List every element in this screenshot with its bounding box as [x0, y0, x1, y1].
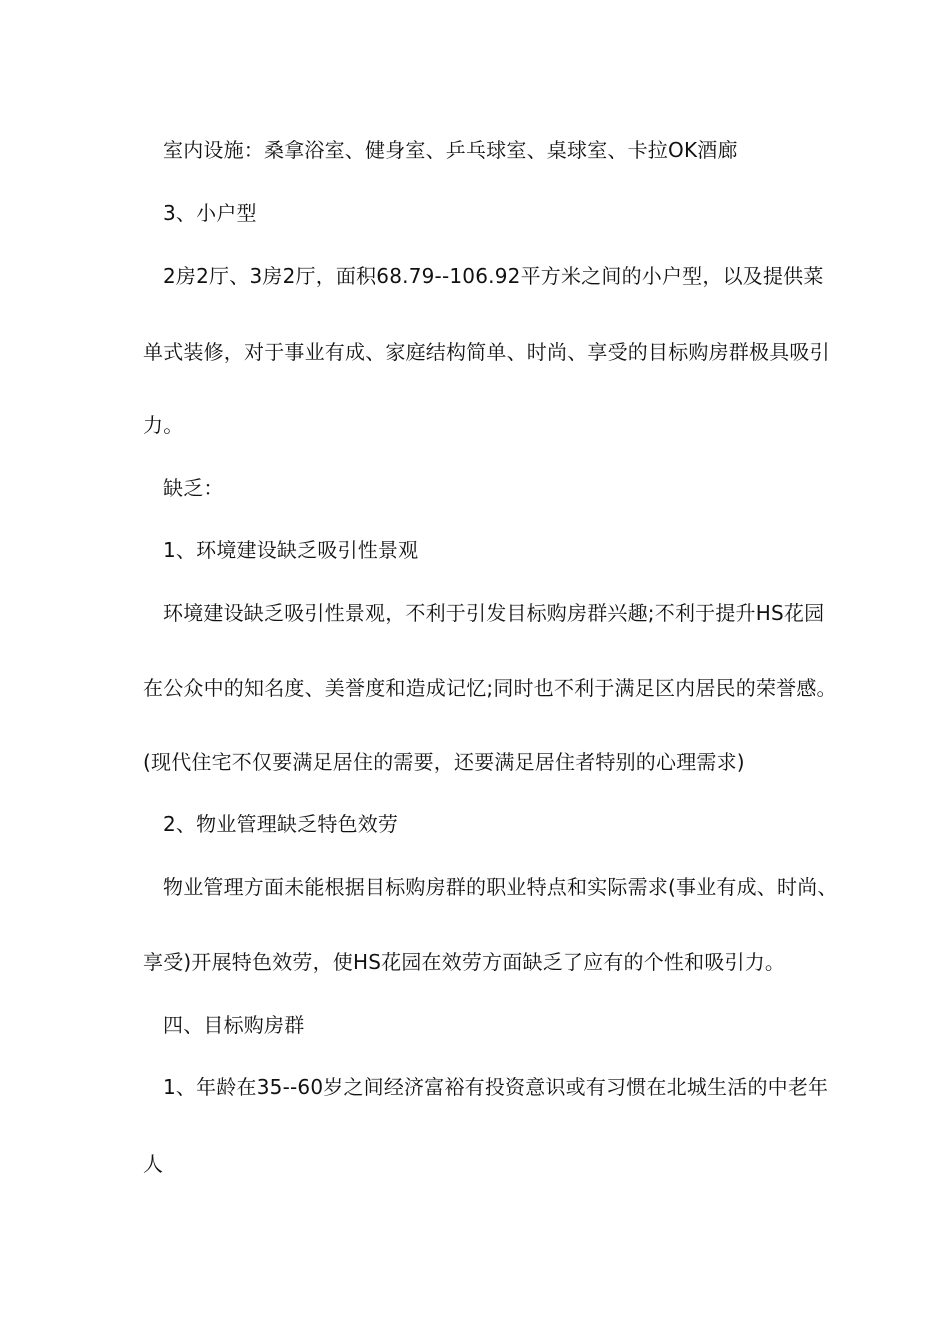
paragraph-line: 1、年龄在35--60岁之间经济富裕有投资意识或有习惯在北城生活的中老年 — [163, 1075, 829, 1099]
subheading-environment: 1、环境建设缺乏吸引性景观 — [163, 538, 419, 562]
section-heading-target-buyers: 四、目标购房群 — [163, 1013, 305, 1037]
section-heading-shortcomings: 缺乏： — [163, 476, 224, 500]
paragraph-line: 力。 — [143, 413, 184, 437]
paragraph-line: 环境建设缺乏吸引性景观，不利于引发目标购房群兴趣;不利于提升HS花园 — [163, 601, 825, 625]
paragraph-line: 物业管理方面未能根据目标购房群的职业特点和实际需求(事业有成、时尚、 — [163, 875, 838, 899]
subheading-property-management: 2、物业管理缺乏特色效劳 — [163, 812, 399, 836]
section-heading-small-units: 3、小户型 — [163, 201, 257, 225]
paragraph-line: 在公众中的知名度、美誉度和造成记忆;同时也不利于满足区内居民的荣誉感。 — [143, 676, 837, 700]
paragraph-line: (现代住宅不仅要满足居住的需要，还要满足居住者特别的心理需求) — [143, 750, 745, 774]
paragraph-line: 人 — [143, 1152, 164, 1176]
paragraph-line: 2房2厅、3房2厅，面积68.79--106.92平方米之间的小户型，以及提供菜 — [163, 264, 824, 288]
facilities-text: 室内设施：桑拿浴室、健身室、乒乓球室、桌球室、卡拉OK酒廊 — [163, 138, 738, 162]
paragraph-line: 享受)开展特色效劳，使HS花园在效劳方面缺乏了应有的个性和吸引力。 — [143, 950, 786, 974]
paragraph-line: 单式装修，对于事业有成、家庭结构简单、时尚、享受的目标购房群极具吸引 — [143, 340, 830, 364]
